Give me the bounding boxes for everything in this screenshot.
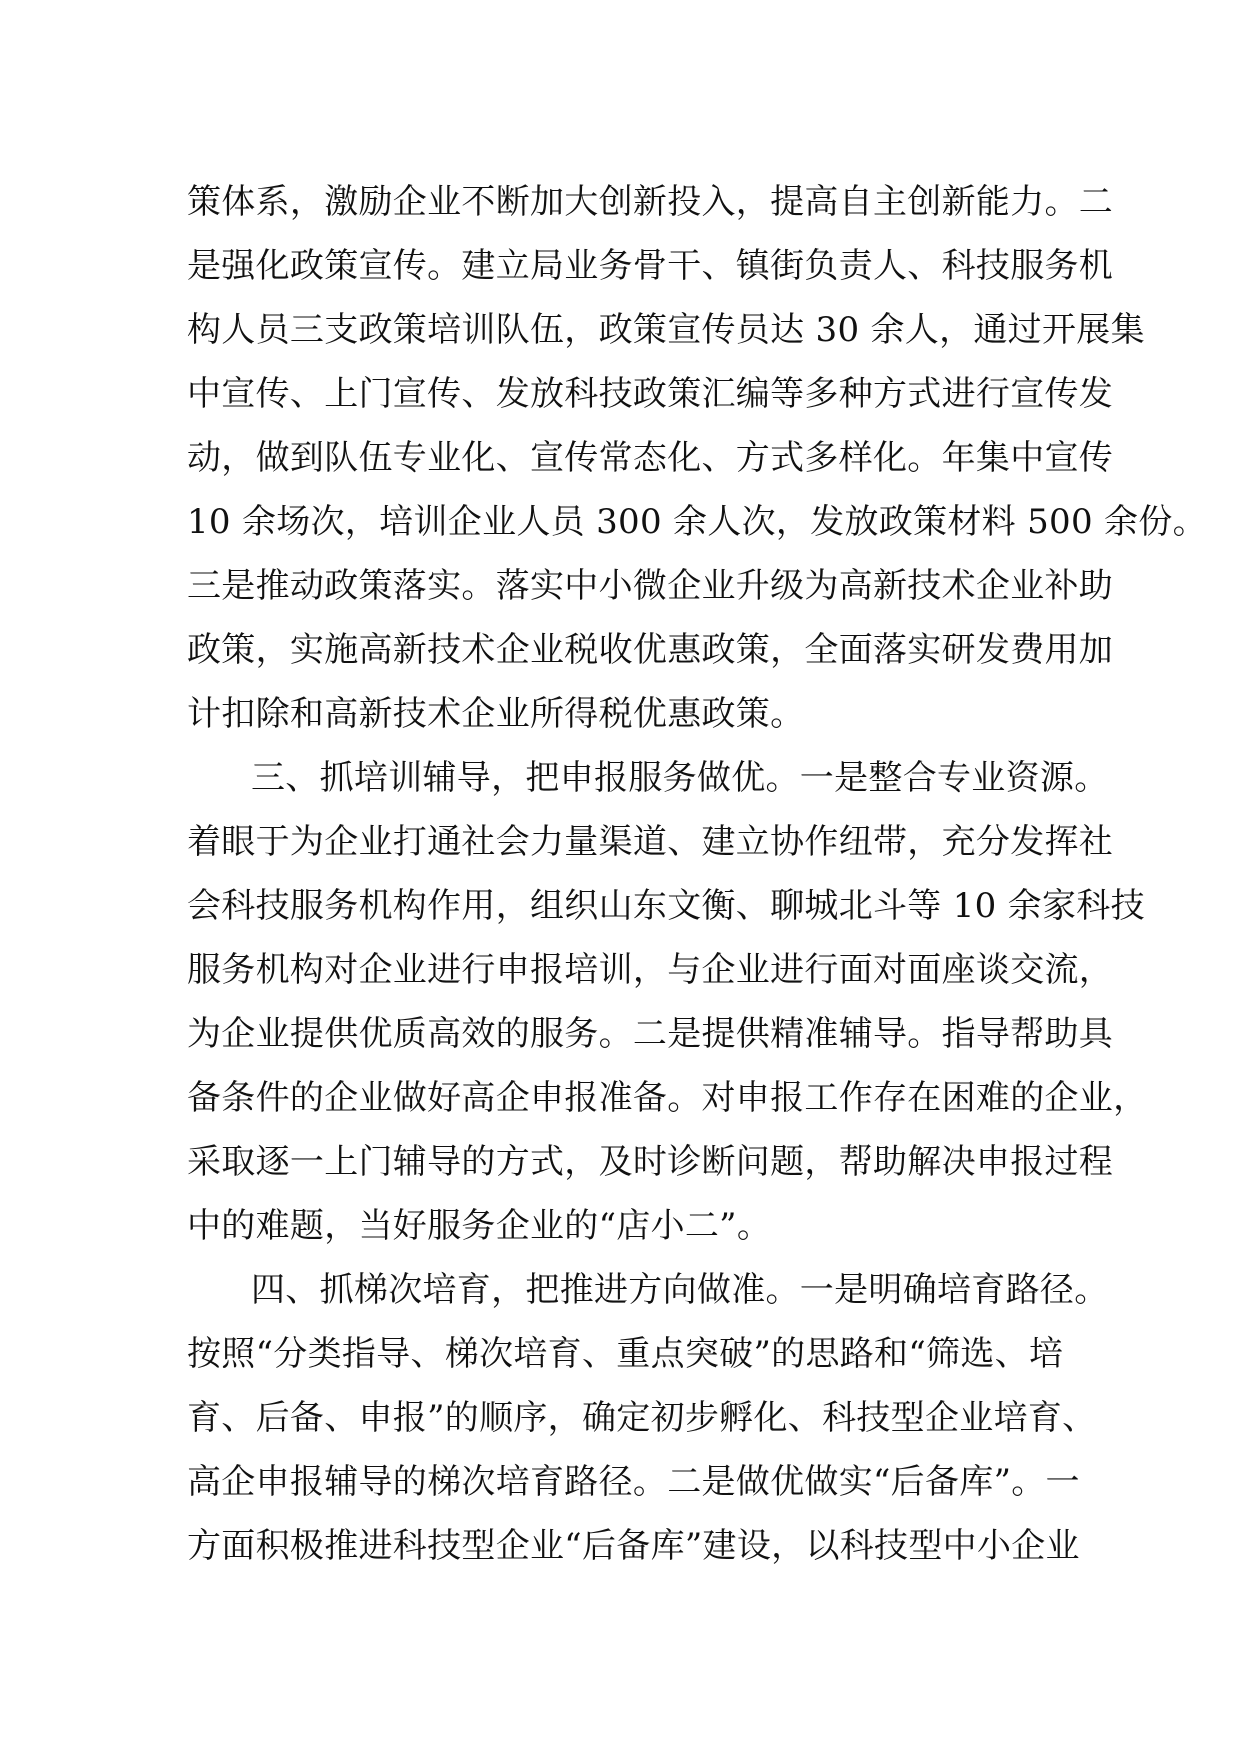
text-line: 动，做到队伍专业化、宣传常态化、方式多样化。年集中宣传 <box>187 438 1114 478</box>
text-line: 策体系，激励企业不断加大创新投入，提高自主创新能力。二 <box>187 182 1114 222</box>
text-line: 三是推动政策落实。落实中小微企业升级为高新技术企业补助 <box>187 566 1114 606</box>
text-line: 构人员三支政策培训队伍，政策宣传员达 30 余人，通过开展集 <box>187 310 1145 350</box>
text-line: 中的难题，当好服务企业的“店小二”。 <box>187 1206 772 1246</box>
text-line: 育、后备、申报”的顺序，确定初步孵化、科技型企业培育、 <box>187 1398 1097 1438</box>
text-line: 按照“分类指导、梯次培育、重点突破”的思路和“筛选、培 <box>187 1334 1064 1374</box>
text-line: 中宣传、上门宣传、发放科技政策汇编等多种方式进行宣传发 <box>187 374 1114 414</box>
body-text <box>187 170 1207 1578</box>
text-line: 计扣除和高新技术企业所得税优惠政策。 <box>187 694 805 734</box>
section-heading-line: 三、抓培训辅导，把申报服务做优。一是整合专业资源。 <box>251 758 1109 798</box>
section-heading-line: 四、抓梯次培育，把推进方向做准。一是明确培育路径。 <box>251 1270 1109 1310</box>
text-line: 方面积极推进科技型企业“后备库”建设，以科技型中小企业 <box>187 1526 1080 1566</box>
text-line: 为企业提供优质高效的服务。二是提供精准辅导。指导帮助具 <box>187 1014 1114 1054</box>
text-line: 服务机构对企业进行申报培训，与企业进行面对面座谈交流， <box>187 950 1114 990</box>
text-line: 着眼于为企业打通社会力量渠道、建立协作纽带，充分发挥社 <box>187 822 1114 862</box>
text-line: 是强化政策宣传。建立局业务骨干、镇街负责人、科技服务机 <box>187 246 1114 286</box>
text-line: 10 余场次，培训企业人员 300 余人次，发放政策材料 500 余份。 <box>187 502 1207 542</box>
text-line: 政策，实施高新技术企业税收优惠政策，全面落实研发费用加 <box>187 630 1114 670</box>
text-line: 采取逐一上门辅导的方式，及时诊断问题，帮助解决申报过程 <box>187 1142 1114 1182</box>
text-line: 备条件的企业做好高企申报准备。对申报工作存在困难的企业， <box>187 1078 1148 1118</box>
text-line: 高企申报辅导的梯次培育路径。二是做优做实“后备库”。一 <box>187 1462 1080 1502</box>
text-line: 会科技服务机构作用，组织山东文衡、聊城北斗等 10 余家科技 <box>187 886 1145 926</box>
